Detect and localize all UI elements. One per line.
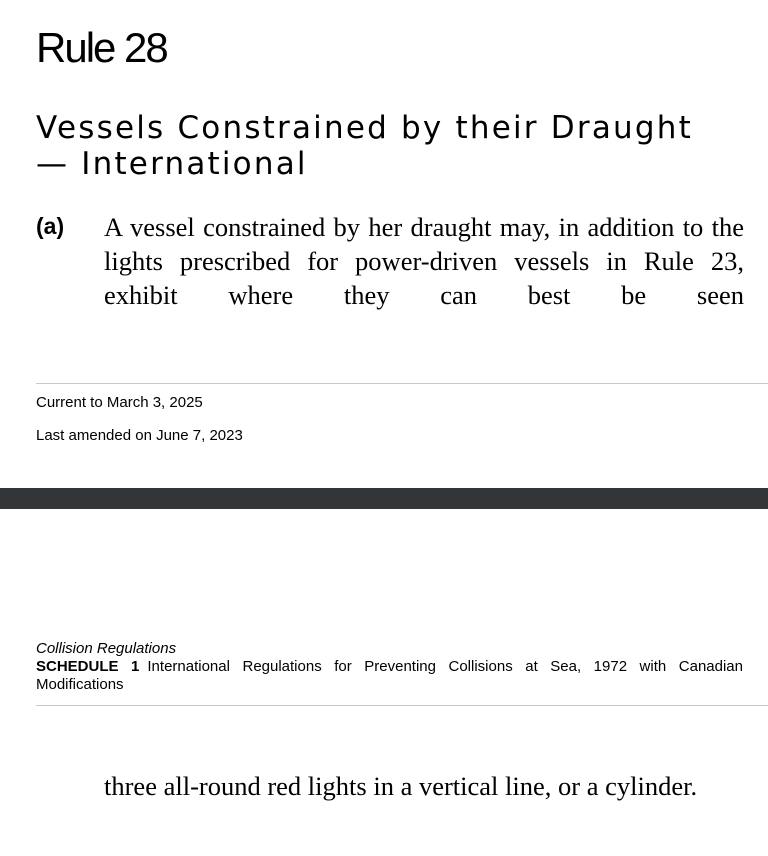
- schedule-title: International Regulations for Preventing Collisions at Sea, 1972 with Canadian Modifications: [36, 658, 743, 693]
- schedule-label: SCHEDULE 1: [36, 658, 140, 675]
- current-to-date: Current to March 3, 2025: [36, 394, 203, 411]
- running-header: [36, 640, 743, 694]
- schedule-line: [36, 658, 743, 694]
- header-divider: [36, 705, 768, 706]
- act-title: Collision Regulations: [36, 640, 177, 657]
- footer-divider: [36, 383, 768, 384]
- last-amended-date: Last amended on June 7, 2023: [36, 427, 243, 444]
- paragraph-continuation: three all-round red lights in a vertical line, or a cylinder.: [104, 771, 698, 801]
- rule-heading: Vessels Constrained by their Draught — International: [36, 110, 693, 182]
- page-separator: [0, 488, 768, 509]
- paragraph-text: A vessel constrained by her draught may, in addition to the lights prescribed for power-driven vessels in Rule 23, exhibit where they can best be seen: [104, 212, 744, 310]
- rule-title: Rule 28: [36, 24, 167, 71]
- paragraph-label: (a): [36, 213, 65, 239]
